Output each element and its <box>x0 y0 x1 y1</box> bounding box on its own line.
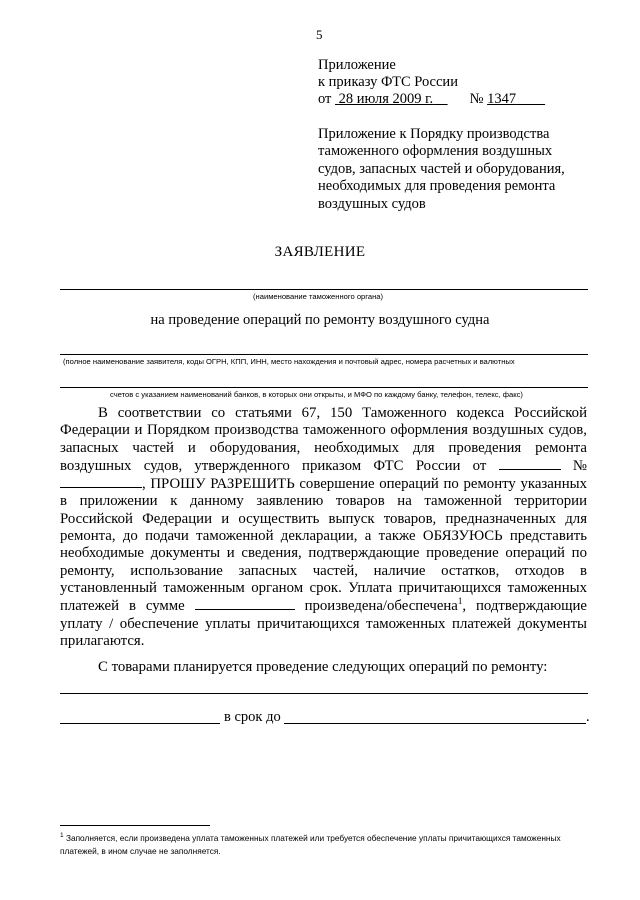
document-title: ЗАЯВЛЕНИЕ <box>274 244 366 260</box>
footnote-separator <box>60 825 210 826</box>
operations-field[interactable] <box>60 693 588 694</box>
annex-heading <box>318 126 618 213</box>
order-date: 28 июля 2009 г. <box>338 91 434 107</box>
applicant-field-continued[interactable] <box>60 387 588 388</box>
applicant-caption-line1: (полное наименование заявителя, коды ОГРН, КПП, ИНН, место нахождения и почтовый адрес, номера расчетных и валютных <box>63 357 515 366</box>
order-number: 1347 <box>487 91 517 107</box>
applicant-field[interactable] <box>60 354 588 355</box>
applicant-caption-line2: счетов с указанием наименований банков, в которых они открыты, и МФО по каждому банку, телефон, телекс, факс) <box>110 390 523 399</box>
annex-line: воздушных судов <box>318 195 426 212</box>
payment-amount-blank[interactable] <box>195 597 295 610</box>
footnote-mark: 1 <box>60 832 64 840</box>
approval-order-reference: к приказу ФТС России <box>318 74 458 90</box>
approval-block <box>318 57 545 108</box>
document-subject: на проведение операций по ремонту воздушного судна <box>150 312 490 328</box>
annex-line: судов, запасных частей и оборудования, <box>318 160 565 177</box>
approval-date-number-line <box>318 91 545 108</box>
footnote-text: Заполняется, если произведена уплата таможенных платежей или требуется обеспечение уплаты причитающихся таможенных платежей, в ином случае не заполняется. <box>60 833 561 856</box>
main-paragraph: В соответствии со статьями 67, 150 Таможенного кодекса Российской Федерации и Порядком производства таможенного оформления воздушных судов, запасных частей и оборудования, необходимых для проведения ремонта воздушных судов, утвержденного приказом ФТС России от № , ПРОШУ РАЗРЕШИТЬ совершение операций по ремонту указанных в приложении к данному заявлению товаров на таможенной территории Российской Федерации и осуществить выпуск товаров, предназначенных для ремонта, до подачи таможенной декларации, а также ОБЯЗУЮСЬ представить необходимые документы и сведения, подтверждающие проведение операций по ремонту, использование запасных частей, наличие остатков, отходов в установленный таможенным органом срок. Уплата причитающихся таможенных платежей в сумме произведена/обеспечена$^1$, подтверждающие уплату / обеспечение уплаты причитающихся таможенных платежей документы прилагаются. <box>60 405 587 649</box>
annex-line: Приложение к Порядку производства <box>318 126 550 142</box>
order-date-blank[interactable] <box>499 457 561 470</box>
application-body <box>60 405 587 676</box>
order-number-blank[interactable] <box>60 475 142 488</box>
deadline-label: в срок до <box>224 709 281 725</box>
date-prefix: от <box>318 91 332 107</box>
footnote-reference: 1 <box>457 596 463 607</box>
annex-line: таможенного оформления воздушных <box>318 143 553 160</box>
operations-field-continued[interactable] <box>60 723 220 724</box>
footnote <box>60 832 587 857</box>
page-number: 5 <box>316 27 323 42</box>
number-prefix: № <box>469 91 484 107</box>
annex-line: необходимых для проведения ремонта <box>318 178 556 195</box>
deadline-field[interactable] <box>284 723 586 724</box>
deadline-period: . <box>586 709 590 725</box>
customs-authority-field[interactable] <box>60 289 588 290</box>
approval-heading: Приложение <box>318 57 396 73</box>
customs-authority-caption: (наименование таможенного органа) <box>253 292 384 301</box>
operations-paragraph: С товарами планируется проведение следующих операций по ремонту: <box>98 659 548 676</box>
